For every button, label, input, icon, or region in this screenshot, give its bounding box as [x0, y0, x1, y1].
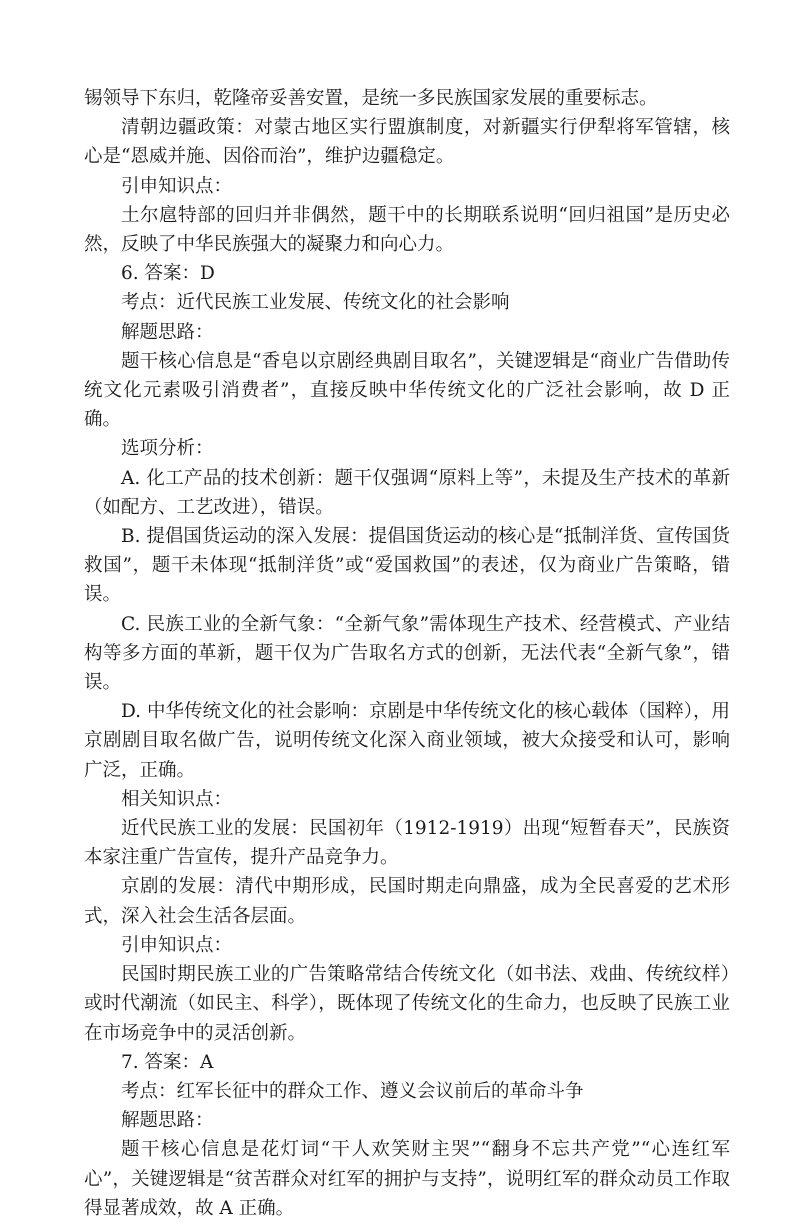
paragraph: 清朝边疆政策：对蒙古地区实行盟旗制度，对新疆实行伊犁将军管辖，核心是“恩威并施、因俗而治”，维护边疆稳定。	[84, 117, 730, 168]
exam-point: 考点：近代民族工业发展、传统文化的社会影响	[121, 292, 510, 314]
section-heading: 引申知识点：	[121, 175, 233, 197]
document-page	[84, 84, 730, 1223]
section-heading: 解题思路：	[121, 321, 214, 343]
section-heading: 选项分析：	[121, 438, 214, 460]
exam-point: 考点：红军长征中的群众工作、遵义会议前后的革命斗争	[121, 1080, 584, 1102]
option-analysis: C. 民族工业的全新气象：“全新气象”需体现生产技术、经营模式、产业结构等多方面的革新，题干仅为广告取名方式的创新，无法代表“全新气象”，错误。	[84, 613, 730, 694]
paragraph: 土尔扈特部的回归并非偶然，题干中的长期联系说明“回归祖国”是历史必然，反映了中华民族强大的凝聚力和向心力。	[84, 204, 730, 256]
option-analysis: B. 提倡国货运动的深入发展：提倡国货运动的核心是“抵制洋货、宣传国货救国”，题干未体现“抵制洋货”或“爱国救国”的表述，仅为商业广告策略，错误。	[84, 526, 730, 606]
section-heading: 引申知识点：	[121, 934, 233, 956]
option-analysis: D. 中华传统文化的社会影响：京剧是中华传统文化的核心载体（国粹），用京剧剧目取名做广告，说明传统文化深入商业领域，被大众接受和认可，影响广泛，正确。	[84, 701, 730, 781]
paragraph: 京剧的发展：清代中期形成，民国时期走向鼎盛，成为全民喜爱的艺术形式，深入社会生活各层面。	[84, 876, 730, 927]
section-heading: 相关知识点：	[121, 788, 233, 810]
paragraph: 题干核心信息是花灯词“干人欢笑财主哭”“翻身不忘共产党”“心连红军心”，关键逻辑是“贫苦群众对红军的拥护与支持”，说明红军的群众动员工作取得显著成效，故 A 正确。	[84, 1139, 730, 1219]
paragraph: 民国时期民族工业的广告策略常结合传统文化（如书法、戏曲、传统纹样）或时代潮流（如民主、科学），既体现了传统文化的生命力，也反映了民族工业在市场竞争中的灵活创新。	[84, 964, 730, 1044]
paragraph: 锡领导下东归，乾隆帝妥善安置，是统一多民族国家发展的重要标志。	[84, 88, 658, 109]
answer-line: 6. 答案：D	[121, 263, 215, 285]
answer-line: 7. 答案：A	[121, 1051, 214, 1073]
option-analysis: A. 化工产品的技术创新：题干仅强调“原料上等”，未提及生产技术的革新（如配方、工艺改进），错误。	[84, 467, 730, 518]
paragraph: 近代民族工业的发展：民国初年（1912-1919）出现“短暂春天”，民族资本家注重广告宣传，提升产品竞争力。	[84, 818, 730, 869]
paragraph: 题干核心信息是“香皂以京剧经典剧目取名”，关键逻辑是“商业广告借助传统文化元素吸引消费者”，直接反映中华传统文化的广泛社会影响，故 D 正确。	[84, 350, 730, 431]
section-heading: 解题思路：	[121, 1110, 214, 1132]
